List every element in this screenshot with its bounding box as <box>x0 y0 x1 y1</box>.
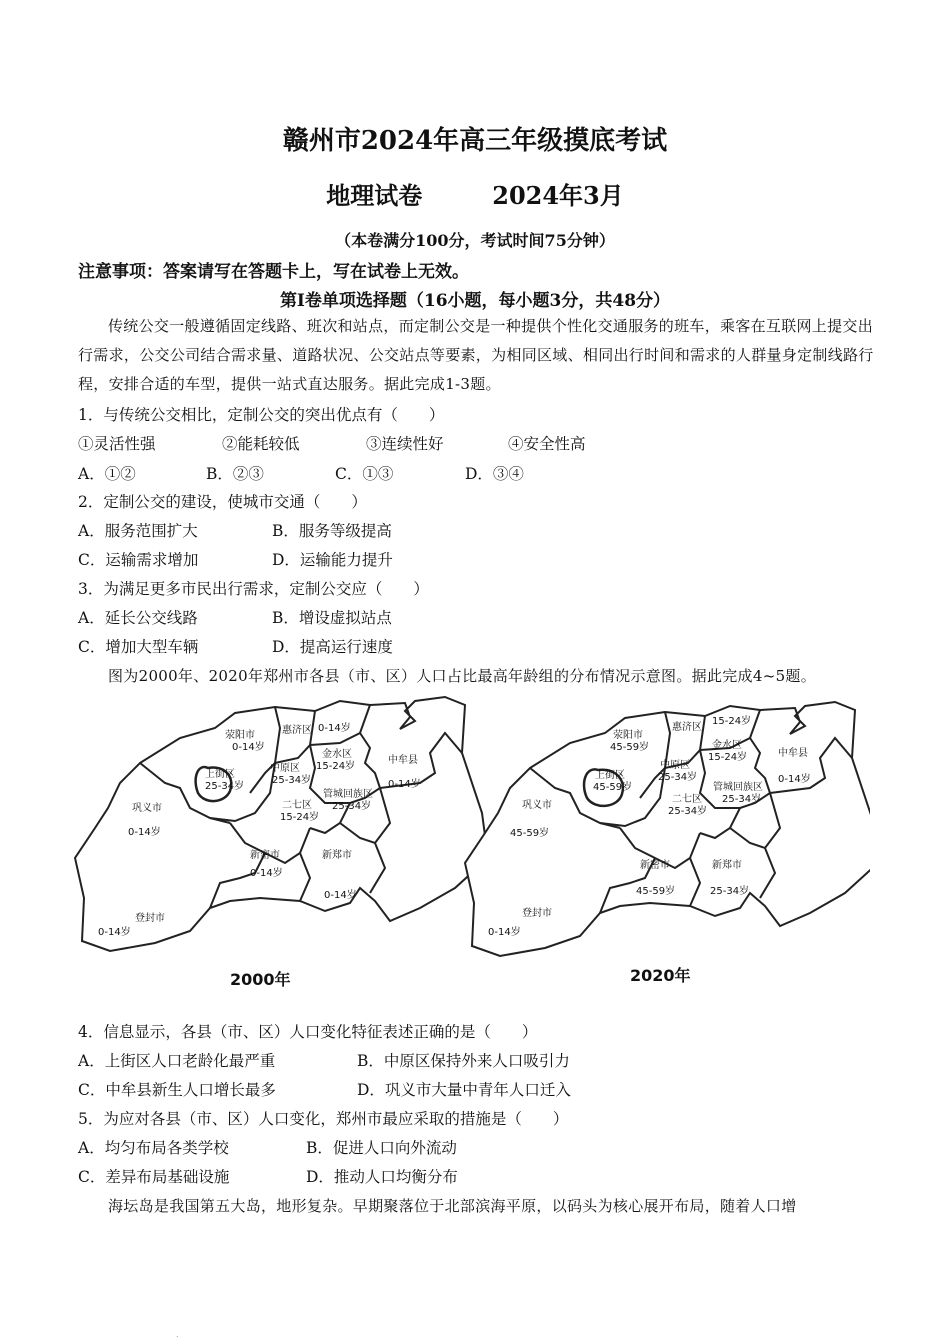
q5-option-c[interactable]: C．差异布局基础设施 <box>78 1168 230 1186</box>
map-2000-label-guancheng: 管城回族区 <box>323 789 373 800</box>
q5-option-d[interactable]: D．推动人口均衡分布 <box>306 1168 458 1186</box>
q1-option-d[interactable]: D．③④ <box>465 465 524 483</box>
map-2000-label-xinzheng: 新郑市 <box>322 850 352 861</box>
q1-stem: 1．与传统公交相比，定制公交的突出优点有（ ） <box>78 406 445 424</box>
q3-option-c[interactable]: C．增加大型车辆 <box>78 638 199 656</box>
scoring-info: （本卷满分100分，考试时间75分钟） <box>335 231 615 250</box>
zhengzhou-maps <box>70 693 870 998</box>
q2-option-c[interactable]: C．运输需求增加 <box>78 551 199 569</box>
map-2000-age-shangjie: 25-34岁 <box>205 781 245 792</box>
map-2000-label-gongyi: 巩义市 <box>132 803 162 814</box>
q4-stem: 4．信息显示，各县（市、区）人口变化特征表述正确的是（ ） <box>78 1023 538 1041</box>
map-2000-age-dengfeng: 0-14岁 <box>98 927 131 938</box>
map-2000-label-xinmi: 新密市 <box>250 850 280 861</box>
q5-option-b[interactable]: B．促进人口向外流动 <box>306 1139 457 1157</box>
map-2000-age-gongyi: 0-14岁 <box>128 827 161 838</box>
map-2020-age-dengfeng: 0-14岁 <box>488 927 521 938</box>
q3-option-d[interactable]: D．提高运行速度 <box>272 638 393 656</box>
passage-bus <box>78 312 878 399</box>
map-2020-year: 2020年 <box>630 966 691 985</box>
q3-option-b[interactable]: B．增设虚拟站点 <box>272 609 392 627</box>
map-2020-age-erqi: 25-34岁 <box>668 806 708 817</box>
map-2000-label-xingyang: 荥阳市 <box>225 730 255 741</box>
q2-stem: 2．定制公交的建设，使城市交通（ ） <box>78 493 367 511</box>
q4-option-b[interactable]: B．中原区保持外来人口吸引力 <box>357 1052 570 1070</box>
map-2000-age-xingyang: 0-14岁 <box>232 742 265 753</box>
map-2020-label-zhongmu: 中牟县 <box>778 748 808 759</box>
map-2000-age-erqi: 15-24岁 <box>280 812 320 823</box>
map-2020-age-gongyi: 45-59岁 <box>510 828 550 839</box>
map-2020-age-huiji: 15-24岁 <box>712 716 752 727</box>
q1-option-c[interactable]: C．①③ <box>335 465 394 483</box>
passage-haitan-text: 海坛岛是我国第五大岛，地形复杂。早期聚落位于北部滨海平原，以码头为核心展开布局，随着人口增 <box>108 1197 797 1215</box>
notice: 注意事项：答案请写在答题卡上，写在试卷上无效。 <box>78 262 469 282</box>
map-2020-label-xingyang: 荥阳市 <box>613 730 643 741</box>
map-2020-label-zhongyuan: 中原区 <box>660 760 690 771</box>
q2-option-b[interactable]: B．服务等级提高 <box>272 522 392 540</box>
map-2000-label-zhongyuan: 中原区 <box>270 763 300 774</box>
section-heading: 第Ⅰ卷单项选择题（16小题，每小题3分，共48分） <box>279 291 671 311</box>
q4-option-a[interactable]: A．上街区人口老龄化最严重 <box>78 1052 276 1070</box>
map-2020-label-xinzheng: 新郑市 <box>712 860 742 871</box>
q2-option-a[interactable]: A．服务范围扩大 <box>78 522 198 540</box>
map-2000-year: 2000年 <box>230 970 291 989</box>
q4-option-c[interactable]: C．中牟县新生人口增长最多 <box>78 1081 276 1099</box>
map-2000-label-huiji: 惠济区 <box>282 725 312 736</box>
q1-item-3: ③连续性好 <box>366 435 444 453</box>
map-2000-age-zhongyuan: 25-34岁 <box>272 775 312 786</box>
passage-bus-text: 传统公交一般遵循固定线路、班次和站点，而定制公交是一种提供个性化交通服务的班车，乘客在互联网上提交出行需求，公交公司结合需求量、道路状况、公交站点等要素，为相同区域、相同出行时间和需求的人群量身定制线路行程，安排合适的车型，提供一站式直达服务。据此完成1-3题。 <box>78 317 874 393</box>
q1-item-2: ②能耗较低 <box>222 435 300 453</box>
map-2000-label-jinshui: 金水区 <box>322 749 352 760</box>
q2-option-d[interactable]: D．运输能力提升 <box>272 551 393 569</box>
map-2000-age-xinzheng: 0-14岁 <box>324 890 357 901</box>
q5-option-a[interactable]: A．均匀布局各类学校 <box>78 1139 229 1157</box>
map-2000-age-guancheng: 25-34岁 <box>332 801 372 812</box>
q3-option-a[interactable]: A．延长公交线路 <box>78 609 198 627</box>
exam-title: 赣州市2024年高三年级摸底考试 <box>282 126 668 156</box>
passage-map <box>78 662 888 691</box>
map-2020-age-xingyang: 45-59岁 <box>610 742 650 753</box>
map-2020-label-guancheng: 管城回族区 <box>713 782 763 793</box>
exam-date: 2024年3月 <box>492 181 624 210</box>
map-2020-age-zhongyuan: 25-34岁 <box>658 772 698 783</box>
map-2020-age-zhongmu: 0-14岁 <box>778 774 811 785</box>
map-2000-label-zhongmu: 中牟县 <box>388 755 418 766</box>
q1-item-1: ①灵活性强 <box>78 435 156 453</box>
map-2000-label-shangjie: 上街区 <box>205 769 235 780</box>
passage-map-text: 图为2000年、2020年郑州市各县（市、区）人口占比最高年龄组的分布情况示意图。据此完成4~5题。 <box>108 667 817 685</box>
q1-option-b[interactable]: B．②③ <box>206 465 264 483</box>
map-2020-label-jinshui: 金水区 <box>712 740 742 751</box>
footer-mark: . <box>176 1330 179 1339</box>
map-2020-age-jinshui: 15-24岁 <box>708 752 748 763</box>
map-2020-label-dengfeng: 登封市 <box>522 908 552 919</box>
map-2020-label-huiji: 惠济区 <box>672 722 702 733</box>
map-2020-age-xinzheng: 25-34岁 <box>710 886 750 897</box>
map-2020-label-erqi: 二七区 <box>672 794 702 805</box>
q5-stem: 5．为应对各县（市、区）人口变化，郑州市最应采取的措施是（ ） <box>78 1110 569 1128</box>
map-2000-label-dengfeng: 登封市 <box>135 913 165 924</box>
map-2020-age-xinmi: 45-59岁 <box>636 886 676 897</box>
passage-haitan <box>78 1192 878 1221</box>
map-2020-label-xinmi: 新密市 <box>640 860 670 871</box>
map-2020-age-shangjie: 45-59岁 <box>593 782 633 793</box>
q1-item-4: ④安全性高 <box>508 435 586 453</box>
q3-stem: 3．为满足更多市民出行需求，定制公交应（ ） <box>78 580 429 598</box>
q1-option-a[interactable]: A．①② <box>78 465 136 483</box>
map-2000-age-huiji: 0-14岁 <box>318 723 351 734</box>
map-2020-label-shangjie: 上街区 <box>595 770 625 781</box>
q4-option-d[interactable]: D．巩义市大量中青年人口迁入 <box>357 1081 571 1099</box>
exam-subtitle <box>0 176 950 211</box>
map-2020-label-gongyi: 巩义市 <box>522 800 552 811</box>
map-2000-age-xinmi: 0-14岁 <box>250 868 283 879</box>
maps-figure <box>70 693 870 998</box>
map-2000-age-zhongmu: 0-14岁 <box>388 779 421 790</box>
map-2000-age-jinshui: 15-24岁 <box>316 761 356 772</box>
map-2000-label-erqi: 二七区 <box>282 800 312 811</box>
subject-label: 地理试卷 <box>326 181 423 210</box>
map-2020-age-guancheng: 25-34岁 <box>722 794 762 805</box>
